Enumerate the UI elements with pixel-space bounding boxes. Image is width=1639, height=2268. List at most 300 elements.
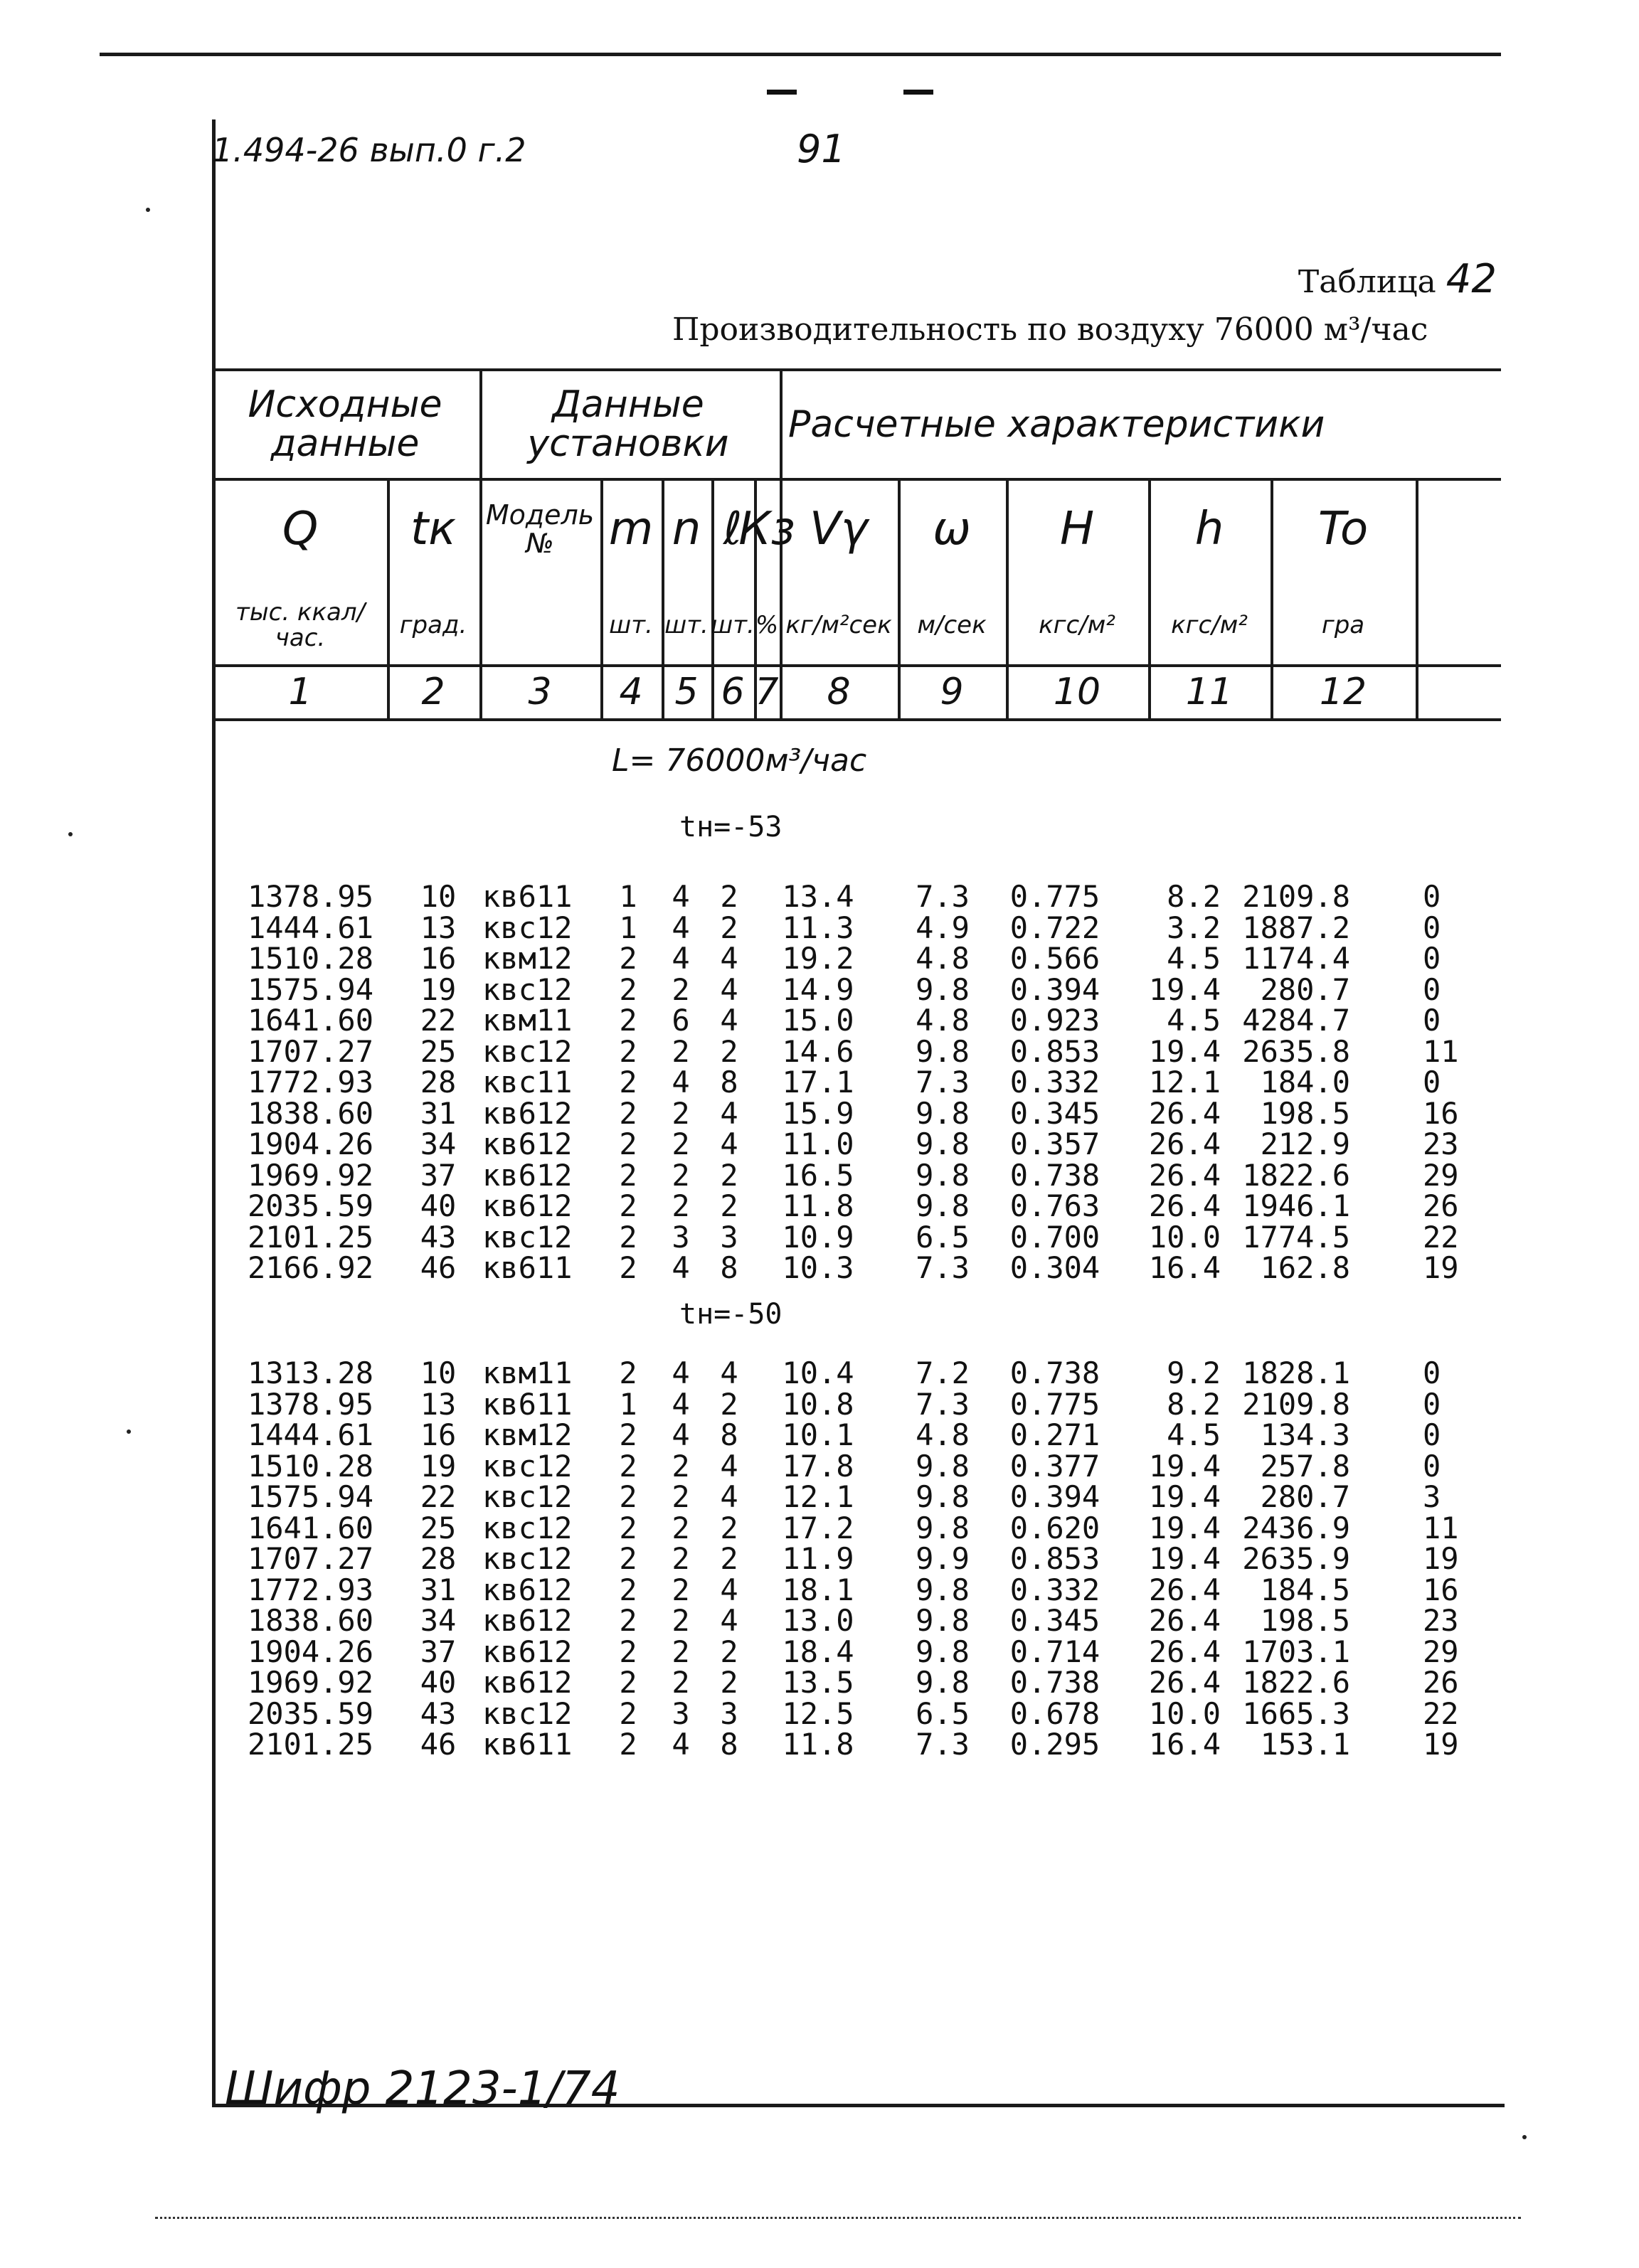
table-cell: квм12	[482, 1417, 573, 1452]
column-symbol: m	[608, 503, 654, 556]
table-cell: 14.6	[782, 1033, 854, 1069]
table-cell: 2	[672, 1541, 690, 1576]
table-cell: 26	[1423, 1665, 1459, 1700]
table-cell: 1838.60	[247, 1095, 373, 1131]
column-number: 8	[827, 670, 851, 713]
table-cell: 2	[619, 1572, 637, 1607]
table-cell: 2	[720, 1634, 738, 1669]
column-number: 5	[674, 670, 699, 713]
table-cell: 4	[720, 971, 738, 1007]
table-cell: 4.5	[1167, 941, 1221, 976]
table-row	[213, 1127, 1501, 1161]
table-cell: 2	[619, 1219, 637, 1255]
table-cell: 8	[720, 1065, 738, 1100]
column-unit: кг/м²сек	[785, 611, 892, 640]
column-number: 10	[1053, 670, 1101, 713]
table-cell: 7.3	[916, 879, 970, 914]
column-number: 3	[528, 670, 552, 713]
table-cell: квс12	[482, 1541, 573, 1576]
table-cell: 2	[672, 1603, 690, 1638]
table-cell: 19.4	[1148, 971, 1221, 1007]
column-number: 9	[940, 670, 964, 713]
table-cell: 22	[420, 1479, 457, 1514]
table-cell: 0	[1423, 1065, 1441, 1100]
table-cell: 0	[1423, 971, 1441, 1007]
table-cell: 1	[619, 1386, 637, 1422]
table-cell: 34	[420, 1127, 457, 1161]
column-unit: м/сек	[917, 611, 987, 640]
table-cell: 9.8	[916, 1188, 970, 1223]
table-cell: 0.722	[1009, 910, 1100, 945]
table-cell: 23	[1423, 1127, 1459, 1161]
table-cell: 257.8	[1260, 1448, 1350, 1484]
table-cell: 0.345	[1009, 1095, 1100, 1131]
table-cell: кв612	[482, 1127, 573, 1161]
table-cell: 10	[420, 879, 457, 914]
table-cell: 198.5	[1260, 1095, 1350, 1131]
table-cell: 2635.9	[1242, 1541, 1350, 1576]
table-cell: 19	[420, 971, 457, 1007]
table-cell: 4.9	[916, 910, 970, 945]
table-cell: 11.0	[782, 1127, 854, 1161]
table-cell: 1772.93	[247, 1065, 373, 1100]
table-cell: 0.923	[1009, 1003, 1100, 1038]
table-cell: 2	[720, 1541, 738, 1576]
table-cell: 9.2	[1167, 1356, 1221, 1390]
table-row	[213, 971, 1501, 1007]
table-cell: 46	[420, 1250, 457, 1285]
table-row	[213, 1250, 1501, 1285]
table-cell: 4	[672, 1250, 690, 1285]
table-cell: 2	[619, 1665, 637, 1700]
table-cell: 10	[420, 1356, 457, 1390]
table-row	[213, 1695, 1501, 1731]
table-cell: кв612	[482, 1572, 573, 1607]
table-cell: 2	[619, 1250, 637, 1285]
table-cell: 9.8	[916, 1127, 970, 1161]
table-cell: 2	[619, 1065, 637, 1100]
table-cell: 4	[672, 1065, 690, 1100]
table-cell: 9.8	[916, 1634, 970, 1669]
table-cell: 2	[720, 1510, 738, 1545]
table-cell: 3	[720, 1695, 738, 1731]
table-cell: 12.1	[782, 1479, 854, 1514]
column-unit: шт.	[609, 611, 653, 640]
table-cell: квс12	[482, 1695, 573, 1731]
table-cell: 0.566	[1009, 941, 1100, 976]
table-cell: 0.775	[1009, 1386, 1100, 1422]
table-row	[213, 1219, 1501, 1255]
table-cell: 0.377	[1009, 1448, 1100, 1484]
table-cell: кв612	[482, 1095, 573, 1131]
table-cell: 2	[619, 941, 637, 976]
column-symbol: H	[1059, 503, 1095, 556]
table-cell: 2	[619, 971, 637, 1007]
table-cell: 19.4	[1148, 1033, 1221, 1069]
table-cell: 9.8	[916, 1572, 970, 1607]
table-cell: 43	[420, 1695, 457, 1731]
table-title	[1298, 256, 1497, 302]
scan-speck	[68, 832, 73, 836]
table-cell: 0.700	[1009, 1219, 1100, 1255]
table-cell: 16.4	[1148, 1727, 1221, 1762]
table-cell: 2	[619, 1727, 637, 1762]
table-cell: 10.3	[782, 1250, 854, 1285]
table-row	[213, 879, 1501, 914]
table-cell: 1774.5	[1242, 1219, 1350, 1255]
table-cell: 2	[672, 1572, 690, 1607]
table-cell: 4284.7	[1242, 1003, 1350, 1038]
table-cell: 2	[619, 1695, 637, 1731]
table-cell: 0	[1423, 1417, 1441, 1452]
table-cell: квс11	[482, 1065, 573, 1100]
table-cell: квс12	[482, 1219, 573, 1255]
table-cell: 2101.25	[247, 1727, 373, 1762]
table-cell: 16.5	[782, 1157, 854, 1193]
column-unit: тыс. ккал/час.	[235, 598, 366, 652]
table-cell: 0	[1423, 879, 1441, 914]
table-cell: 46	[420, 1727, 457, 1762]
column-unit: гра	[1321, 611, 1365, 640]
table-cell: 22	[1423, 1219, 1459, 1255]
table-cell: квм12	[482, 941, 573, 976]
table-cell: 14.9	[782, 971, 854, 1007]
table-cell: 26.4	[1148, 1572, 1221, 1607]
top-dash-left	[767, 90, 797, 95]
table-cell: кв612	[482, 1665, 573, 1700]
table-cell: 28	[420, 1065, 457, 1100]
table-cell: 22	[1423, 1695, 1459, 1731]
table-cell: 19.2	[782, 941, 854, 976]
table-cell: 4	[672, 1386, 690, 1422]
table-cell: 4	[672, 1727, 690, 1762]
table-cell: 0.295	[1009, 1727, 1100, 1762]
table-cell: квс12	[482, 971, 573, 1007]
table-subtitle: Производительность по воздуху 76000 м³/час	[672, 312, 1428, 348]
table-cell: 26.4	[1148, 1603, 1221, 1638]
group-header-initial-data: Исходные данные	[248, 383, 442, 465]
column-number: 4	[619, 670, 643, 713]
scan-speck	[127, 1430, 131, 1434]
table-cell: 0.394	[1009, 971, 1100, 1007]
table-cell: 19.4	[1148, 1510, 1221, 1545]
table-cell: 4	[672, 1417, 690, 1452]
table-cell: кв611	[482, 1727, 573, 1762]
table-cell: 8.2	[1167, 879, 1221, 914]
table-cell: 2	[672, 1448, 690, 1484]
bottom-rule	[155, 2217, 1521, 2219]
table-cell: 26.4	[1148, 1634, 1221, 1669]
table-cell: 1444.61	[247, 910, 373, 945]
table-cell: 13	[420, 910, 457, 945]
table-cell: 0	[1423, 941, 1441, 976]
table-cell: 16	[1423, 1095, 1459, 1131]
table-cell: 0	[1423, 910, 1441, 945]
table-row	[213, 1603, 1501, 1638]
table-cell: кв612	[482, 1603, 573, 1638]
table-cell: квс12	[482, 1510, 573, 1545]
table-row	[213, 941, 1501, 976]
table-row	[213, 1157, 1501, 1193]
table-cell: 2	[619, 1510, 637, 1545]
table-cell: 10.1	[782, 1417, 854, 1452]
table-row	[213, 1541, 1501, 1576]
table-cell: 4	[720, 1479, 738, 1514]
table-cell: 25	[420, 1033, 457, 1069]
table-cell: 19	[1423, 1541, 1459, 1576]
table-cell: 2	[619, 1003, 637, 1038]
table-cell: 0	[1423, 1448, 1441, 1484]
table-cell: 40	[420, 1188, 457, 1223]
table-cell: 26.4	[1148, 1095, 1221, 1131]
temperature-group-label: tн=-50	[679, 1298, 783, 1331]
header-rule-groups	[212, 478, 1501, 481]
table-cell: 8	[720, 1727, 738, 1762]
table-cell: 2	[672, 1157, 690, 1193]
table-cell: 2	[619, 1603, 637, 1638]
table-cell: 4	[720, 1448, 738, 1484]
table-cell: 1838.60	[247, 1603, 373, 1638]
table-cell: 2	[619, 1188, 637, 1223]
table-cell: 1444.61	[247, 1417, 373, 1452]
table-cell: 7.3	[916, 1250, 970, 1285]
table-cell: 4	[720, 941, 738, 976]
table-cell: 13.4	[782, 879, 854, 914]
table-cell: 0	[1423, 1386, 1441, 1422]
table-cell: 31	[420, 1572, 457, 1607]
table-cell: 2436.9	[1242, 1510, 1350, 1545]
table-cell: 10.9	[782, 1219, 854, 1255]
table-cell: 8	[720, 1250, 738, 1285]
table-cell: 2	[672, 1188, 690, 1223]
table-row	[213, 1417, 1501, 1452]
table-cell: квс12	[482, 910, 573, 945]
table-cell: 0.714	[1009, 1634, 1100, 1669]
table-cell: 19	[1423, 1250, 1459, 1285]
table-row	[213, 1448, 1501, 1484]
table-cell: 0.775	[1009, 879, 1100, 914]
table-cell: 1	[619, 879, 637, 914]
table-cell: 1313.28	[247, 1356, 373, 1390]
table-cell: квс12	[482, 1033, 573, 1069]
table-cell: 4	[720, 1603, 738, 1638]
table-cell: кв612	[482, 1188, 573, 1223]
table-cell: 0.345	[1009, 1603, 1100, 1638]
table-cell: 37	[420, 1634, 457, 1669]
airflow-label: L= 76000м³/час	[612, 742, 867, 779]
table-cell: 2	[720, 1386, 738, 1422]
table-cell: 2	[672, 1127, 690, 1161]
table-cell: 0.394	[1009, 1479, 1100, 1514]
table-cell: 1510.28	[247, 1448, 373, 1484]
table-cell: 9.8	[916, 1033, 970, 1069]
table-row	[213, 1188, 1501, 1223]
table-cell: 4.5	[1167, 1003, 1221, 1038]
table-cell: 16.4	[1148, 1250, 1221, 1285]
table-cell: 1772.93	[247, 1572, 373, 1607]
table-cell: 26.4	[1148, 1127, 1221, 1161]
table-cell: 19.4	[1148, 1541, 1221, 1576]
column-unit: кгс/м²	[1171, 611, 1248, 640]
table-cell: 1641.60	[247, 1003, 373, 1038]
page-number: 91	[797, 127, 846, 171]
column-symbol: Vγ	[810, 503, 868, 556]
table-cell: 2166.92	[247, 1250, 373, 1285]
table-cell: 1378.95	[247, 879, 373, 914]
table-cell: 26	[1423, 1188, 1459, 1223]
table-cell: 19	[1423, 1727, 1459, 1762]
table-cell: 4.5	[1167, 1417, 1221, 1452]
table-cell: 19.4	[1148, 1479, 1221, 1514]
column-unit: %	[755, 611, 779, 640]
table-cell: 2635.8	[1242, 1033, 1350, 1069]
table-row	[213, 1065, 1501, 1100]
table-cell: 212.9	[1260, 1127, 1350, 1161]
table-cell: 1641.60	[247, 1510, 373, 1545]
table-cell: квс12	[482, 1479, 573, 1514]
table-cell: 23	[1423, 1603, 1459, 1638]
table-cell: 17.8	[782, 1448, 854, 1484]
table-cell: 1575.94	[247, 1479, 373, 1514]
column-symbol: Модель №	[485, 499, 595, 559]
table-label: Таблица	[1298, 264, 1436, 300]
column-number: 6	[721, 670, 745, 713]
table-cell: 2	[672, 1033, 690, 1069]
table-cell: 3	[1423, 1479, 1441, 1514]
table-cell: 3	[672, 1695, 690, 1731]
table-cell: 0	[1423, 1003, 1441, 1038]
table-cell: 2	[672, 1095, 690, 1131]
table-cell: 1510.28	[247, 941, 373, 976]
table-cell: 11.9	[782, 1541, 854, 1576]
table-cell: 1703.1	[1242, 1634, 1350, 1669]
table-cell: 2	[619, 1033, 637, 1069]
table-row	[213, 1634, 1501, 1669]
table-cell: 2	[619, 1356, 637, 1390]
column-symbol: To	[1317, 503, 1369, 556]
table-cell: 2	[619, 1417, 637, 1452]
table-cell: 2	[672, 1634, 690, 1669]
table-cell: 0.620	[1009, 1510, 1100, 1545]
column-number: 1	[288, 670, 312, 713]
table-cell: 18.1	[782, 1572, 854, 1607]
table-cell: 7.3	[916, 1727, 970, 1762]
table-cell: 7.2	[916, 1356, 970, 1390]
column-symbol: ω	[933, 503, 971, 556]
table-cell: 4	[672, 879, 690, 914]
table-row	[213, 910, 1501, 945]
column-symbol: Кз	[738, 503, 795, 556]
table-cell: 28	[420, 1541, 457, 1576]
table-cell: 15.0	[782, 1003, 854, 1038]
table-cell: 3.2	[1167, 910, 1221, 945]
table-cell: 280.7	[1260, 971, 1350, 1007]
table-cell: квм11	[482, 1356, 573, 1390]
table-cell: 1946.1	[1242, 1188, 1350, 1223]
table-row	[213, 1356, 1501, 1390]
footer-cipher: Шифр 2123-1/74	[225, 2062, 620, 2115]
table-cell: 4.8	[916, 1417, 970, 1452]
table-cell: 2	[619, 1479, 637, 1514]
table-cell: 184.0	[1260, 1065, 1350, 1100]
table-cell: 0.853	[1009, 1033, 1100, 1069]
table-cell: квм11	[482, 1003, 573, 1038]
table-cell: 2	[672, 1479, 690, 1514]
column-unit: град.	[399, 611, 467, 640]
table-cell: 1707.27	[247, 1541, 373, 1576]
table-cell: 9.8	[916, 1157, 970, 1193]
table-cell: 2	[619, 1448, 637, 1484]
table-cell: 29	[1423, 1157, 1459, 1193]
table-cell: 134.3	[1260, 1417, 1350, 1452]
table-cell: 0.271	[1009, 1417, 1100, 1452]
table-cell: 16	[420, 941, 457, 976]
column-number: 12	[1319, 670, 1367, 713]
table-cell: 0.738	[1009, 1665, 1100, 1700]
table-cell: 19.4	[1148, 1448, 1221, 1484]
table-cell: 34	[420, 1603, 457, 1638]
temperature-group-label: tн=-53	[679, 811, 783, 843]
table-cell: 2	[720, 910, 738, 945]
table-cell: 26.4	[1148, 1665, 1221, 1700]
table-cell: 2	[672, 1665, 690, 1700]
table-cell: 1665.3	[1242, 1695, 1350, 1731]
document-code: 1.494-26 вып.0 г.2	[212, 131, 526, 169]
table-cell: 0.304	[1009, 1250, 1100, 1285]
table-cell: 2	[672, 971, 690, 1007]
table-cell: 2	[720, 1188, 738, 1223]
table-row	[213, 1479, 1501, 1514]
table-cell: 17.1	[782, 1065, 854, 1100]
table-cell: 2	[720, 1033, 738, 1069]
table-cell: 9.8	[916, 1479, 970, 1514]
table-cell: 37	[420, 1157, 457, 1193]
table-cell: кв611	[482, 1386, 573, 1422]
table-cell: 3	[720, 1219, 738, 1255]
table-cell: 4	[720, 1095, 738, 1131]
column-symbol: ℓ	[723, 503, 743, 556]
table-cell: 13	[420, 1386, 457, 1422]
table-cell: 8.2	[1167, 1386, 1221, 1422]
table-cell: 2	[720, 1665, 738, 1700]
table-cell: 2	[672, 1510, 690, 1545]
table-cell: 2	[619, 1127, 637, 1161]
table-cell: 0.853	[1009, 1541, 1100, 1576]
table-cell: кв611	[482, 879, 573, 914]
column-unit: шт.	[664, 611, 709, 640]
table-cell: 4	[672, 910, 690, 945]
table-cell: 0.332	[1009, 1065, 1100, 1100]
table-cell: 6.5	[916, 1695, 970, 1731]
table-cell: 19	[420, 1448, 457, 1484]
scan-speck	[1522, 2135, 1527, 2139]
table-cell: 9.9	[916, 1541, 970, 1576]
table-cell: 12.5	[782, 1695, 854, 1731]
top-rule	[100, 53, 1501, 56]
column-number: 11	[1185, 670, 1234, 713]
table-row	[213, 1386, 1501, 1422]
group-header-calculated: Расчетные характеристики	[788, 403, 1325, 446]
table-cell: 2109.8	[1242, 879, 1350, 914]
table-cell: 184.5	[1260, 1572, 1350, 1607]
table-cell: 198.5	[1260, 1603, 1350, 1638]
table-cell: 26.4	[1148, 1188, 1221, 1223]
table-cell: 1969.92	[247, 1665, 373, 1700]
table-cell: 9.8	[916, 1510, 970, 1545]
table-cell: 11	[1423, 1033, 1459, 1069]
table-row	[213, 1510, 1501, 1545]
table-cell: 29	[1423, 1634, 1459, 1669]
